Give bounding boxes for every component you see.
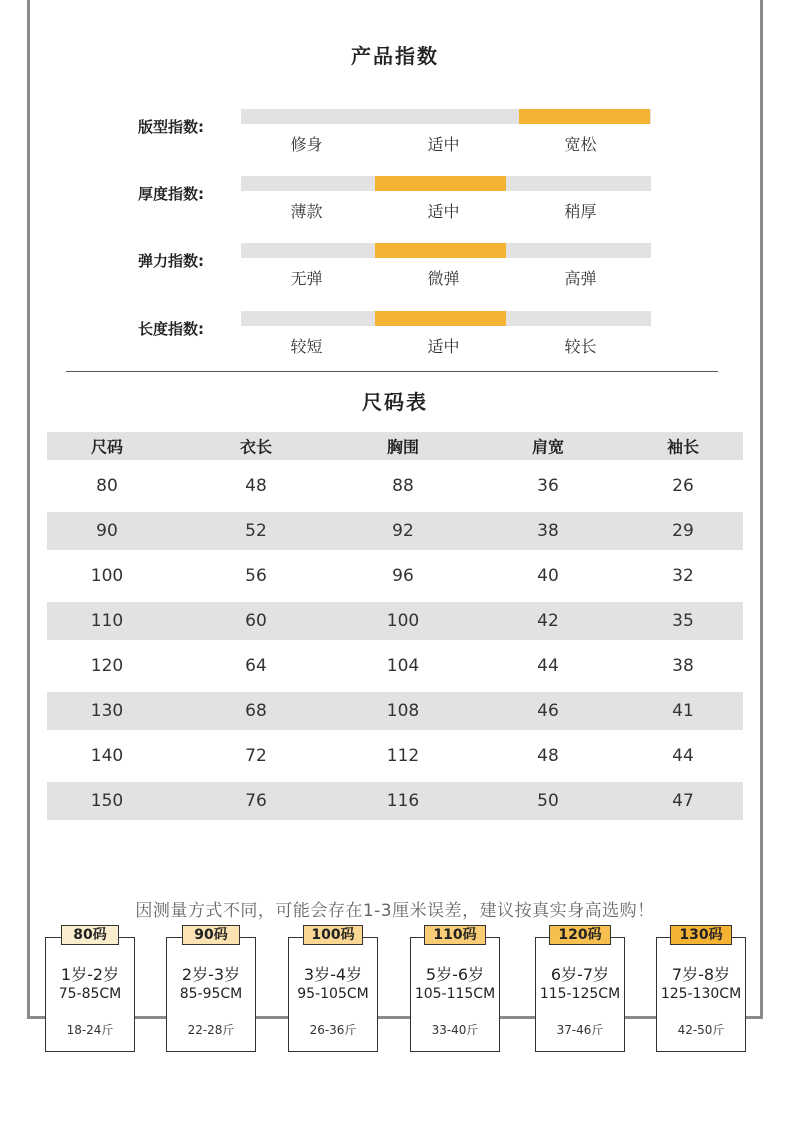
card-height: 75-85CM [58,986,122,1002]
index-option: 稍厚 [564,202,597,221]
table-cell: 47 [672,791,694,811]
table-cell: 120 [90,656,124,676]
size-table-body [47,460,743,820]
size-table-header [47,432,743,460]
table-row [47,782,743,820]
table-cell: 104 [386,656,420,676]
table-row [47,730,743,782]
index-bar-fill [375,311,506,326]
size-tag: 90码 [182,925,240,945]
table-cell: 46 [537,701,559,721]
index-option: 较长 [564,337,597,356]
table-cell: 38 [537,521,559,541]
card-height: 115-125CM [539,986,621,1002]
index-option: 较短 [290,337,323,356]
table-cell: 29 [672,521,694,541]
card-weight: 33-40斤 [431,1023,479,1037]
card-height: 125-130CM [660,986,742,1002]
index-option: 宽松 [564,135,597,154]
size-card [288,937,378,1052]
table-cell: 26 [672,476,694,496]
size-chart-title: 尺码表 [362,390,428,414]
index-option: 适中 [427,202,460,221]
table-cell: 38 [672,656,694,676]
card-age: 2岁-3岁 [181,965,241,984]
card-weight: 22-28斤 [187,1023,235,1037]
card-age: 6岁-7岁 [550,965,610,984]
card-age: 7岁-8岁 [671,965,731,984]
size-tag: 80码 [61,925,119,945]
table-cell: 56 [245,566,267,586]
table-cell: 41 [672,701,694,721]
table-cell: 110 [90,611,124,631]
index-option: 无弹 [290,269,323,288]
size-tag: 120码 [549,925,611,945]
table-cell: 80 [96,476,118,496]
card-weight: 26-36斤 [309,1023,357,1037]
table-row [47,550,743,602]
table-row [47,460,743,512]
card-age: 5岁-6岁 [425,965,485,984]
index-label: 弹力指数: [138,252,204,270]
size-card [45,937,135,1052]
index-label: 厚度指数: [138,185,204,203]
size-tag: 130码 [670,925,732,945]
table-cell: 90 [96,521,118,541]
table-cell: 36 [537,476,559,496]
column-header: 尺码 [90,437,123,457]
index-bar [241,311,651,326]
table-cell: 76 [245,791,267,811]
index-bar [241,243,651,258]
size-card [166,937,256,1052]
size-card [656,937,746,1052]
card-height: 95-105CM [297,986,369,1002]
table-cell: 48 [537,746,559,766]
table-cell: 150 [90,791,124,811]
table-cell: 72 [245,746,267,766]
table-row [47,640,743,692]
table-cell: 130 [90,701,124,721]
column-header: 衣长 [239,437,272,457]
size-card [535,937,625,1052]
index-option: 微弹 [427,269,460,288]
index-bar-fill [519,109,650,124]
table-cell: 68 [245,701,267,721]
index-option: 适中 [427,337,460,356]
card-age: 1岁-2岁 [60,965,120,984]
size-card [410,937,500,1052]
index-bar [241,109,651,124]
table-cell: 112 [386,746,420,766]
card-height: 105-115CM [414,986,496,1002]
card-weight: 37-46斤 [556,1023,604,1037]
column-header: 袖长 [666,437,699,457]
table-cell: 32 [672,566,694,586]
column-header: 胸围 [386,437,419,457]
product-index-title: 产品指数 [351,44,439,68]
table-row [47,512,743,550]
index-bar-fill [375,243,506,258]
index-option: 高弹 [564,269,597,288]
table-cell: 35 [672,611,694,631]
index-option: 适中 [427,135,460,154]
table-cell: 140 [90,746,124,766]
table-cell: 64 [245,656,267,676]
table-cell: 44 [672,746,694,766]
table-cell: 108 [386,701,420,721]
section-divider [66,371,718,372]
table-cell: 100 [386,611,420,631]
table-cell: 88 [392,476,414,496]
table-cell: 50 [537,791,559,811]
size-tag: 110码 [424,925,486,945]
index-option: 修身 [290,135,323,154]
table-row [47,692,743,730]
index-bar [241,176,651,191]
column-header: 肩宽 [531,437,564,457]
table-cell: 42 [537,611,559,631]
index-option: 薄款 [290,202,323,221]
table-cell: 40 [537,566,559,586]
table-row [47,602,743,640]
card-weight: 42-50斤 [677,1023,725,1037]
table-cell: 100 [90,566,124,586]
measurement-note: 因测量方式不同，可能会存在1-3厘米误差，建议按真实身高选购！ [135,901,655,921]
table-cell: 60 [245,611,267,631]
index-bar-fill [375,176,506,191]
index-label: 版型指数: [138,118,204,136]
table-cell: 52 [245,521,267,541]
card-age: 3岁-4岁 [303,965,363,984]
size-tag: 100码 [303,925,363,945]
size-table [47,432,743,820]
table-cell: 44 [537,656,559,676]
card-height: 85-95CM [179,986,243,1002]
table-cell: 48 [245,476,267,496]
table-cell: 116 [386,791,420,811]
card-weight: 18-24斤 [66,1023,114,1037]
table-cell: 92 [392,521,414,541]
table-cell: 96 [392,566,414,586]
index-label: 长度指数: [138,320,204,338]
